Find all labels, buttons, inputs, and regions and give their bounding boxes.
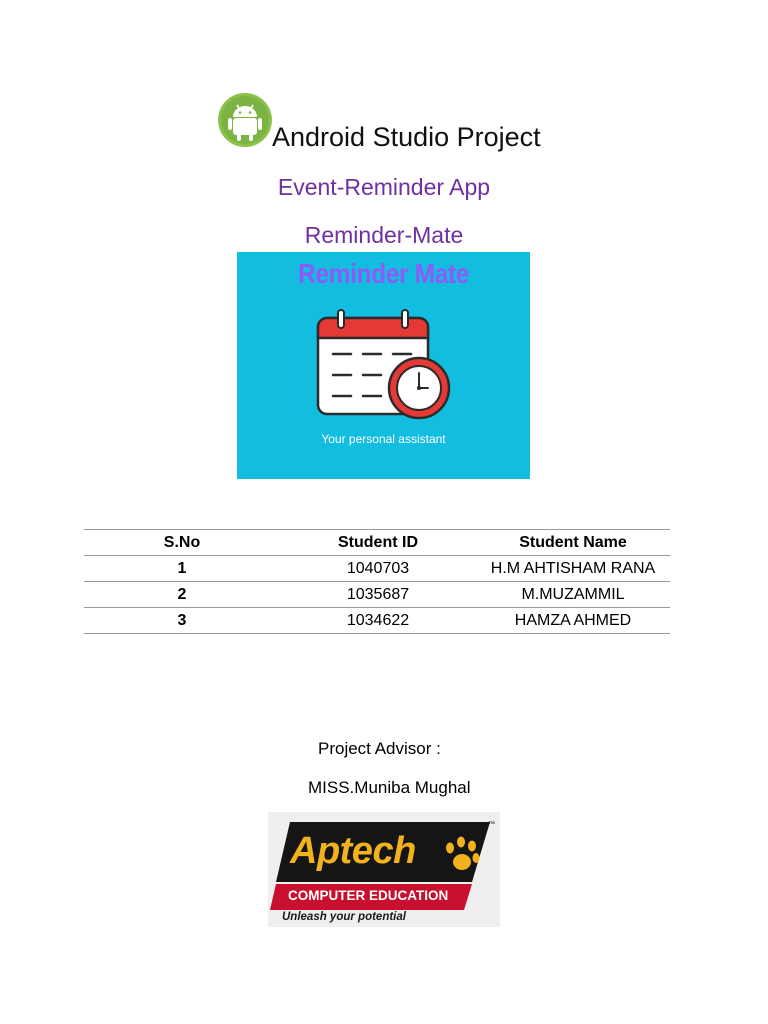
- column-header-student-name: Student Name: [476, 530, 670, 556]
- aptech-logo: [268, 812, 500, 927]
- row-student-id: 1035687: [280, 582, 476, 608]
- reminder-mate-banner: [237, 252, 530, 479]
- app-name: Reminder-Mate: [304, 222, 464, 248]
- banner-tagline: Your personal assistant: [321, 432, 446, 446]
- column-header-sno: S.No: [84, 530, 280, 556]
- aptech-brand: Aptech: [290, 830, 416, 872]
- row-sno: 1: [84, 556, 280, 582]
- row-student-name: M.MUZAMMIL: [476, 582, 670, 608]
- row-student-id: 1034622: [280, 608, 476, 634]
- advisor-name: MISS.Muniba Mughal: [308, 778, 471, 797]
- table-row: [84, 582, 670, 608]
- banner-title: Reminder Mate: [298, 258, 469, 289]
- trademark: ™: [488, 821, 495, 828]
- row-sno: 3: [84, 608, 280, 634]
- row-sno: 2: [84, 582, 280, 608]
- row-student-name: H.M AHTISHAM RANA: [476, 556, 670, 582]
- android-logo-icon: [218, 93, 272, 147]
- row-student-id: 1040703: [280, 556, 476, 582]
- app-subtitle: Event-Reminder App: [277, 174, 491, 200]
- students-table: [84, 529, 670, 634]
- table-header-row: [84, 530, 670, 556]
- aptech-tagline: Unleash your potential: [282, 911, 406, 923]
- column-header-student-id: Student ID: [280, 530, 476, 556]
- table-row: [84, 608, 670, 634]
- table-row: [84, 556, 670, 582]
- aptech-division: COMPUTER EDUCATION: [288, 888, 449, 903]
- page-title: Android Studio Project: [272, 122, 541, 152]
- advisor-label: Project Advisor :: [318, 739, 441, 758]
- row-student-name: HAMZA AHMED: [476, 608, 670, 634]
